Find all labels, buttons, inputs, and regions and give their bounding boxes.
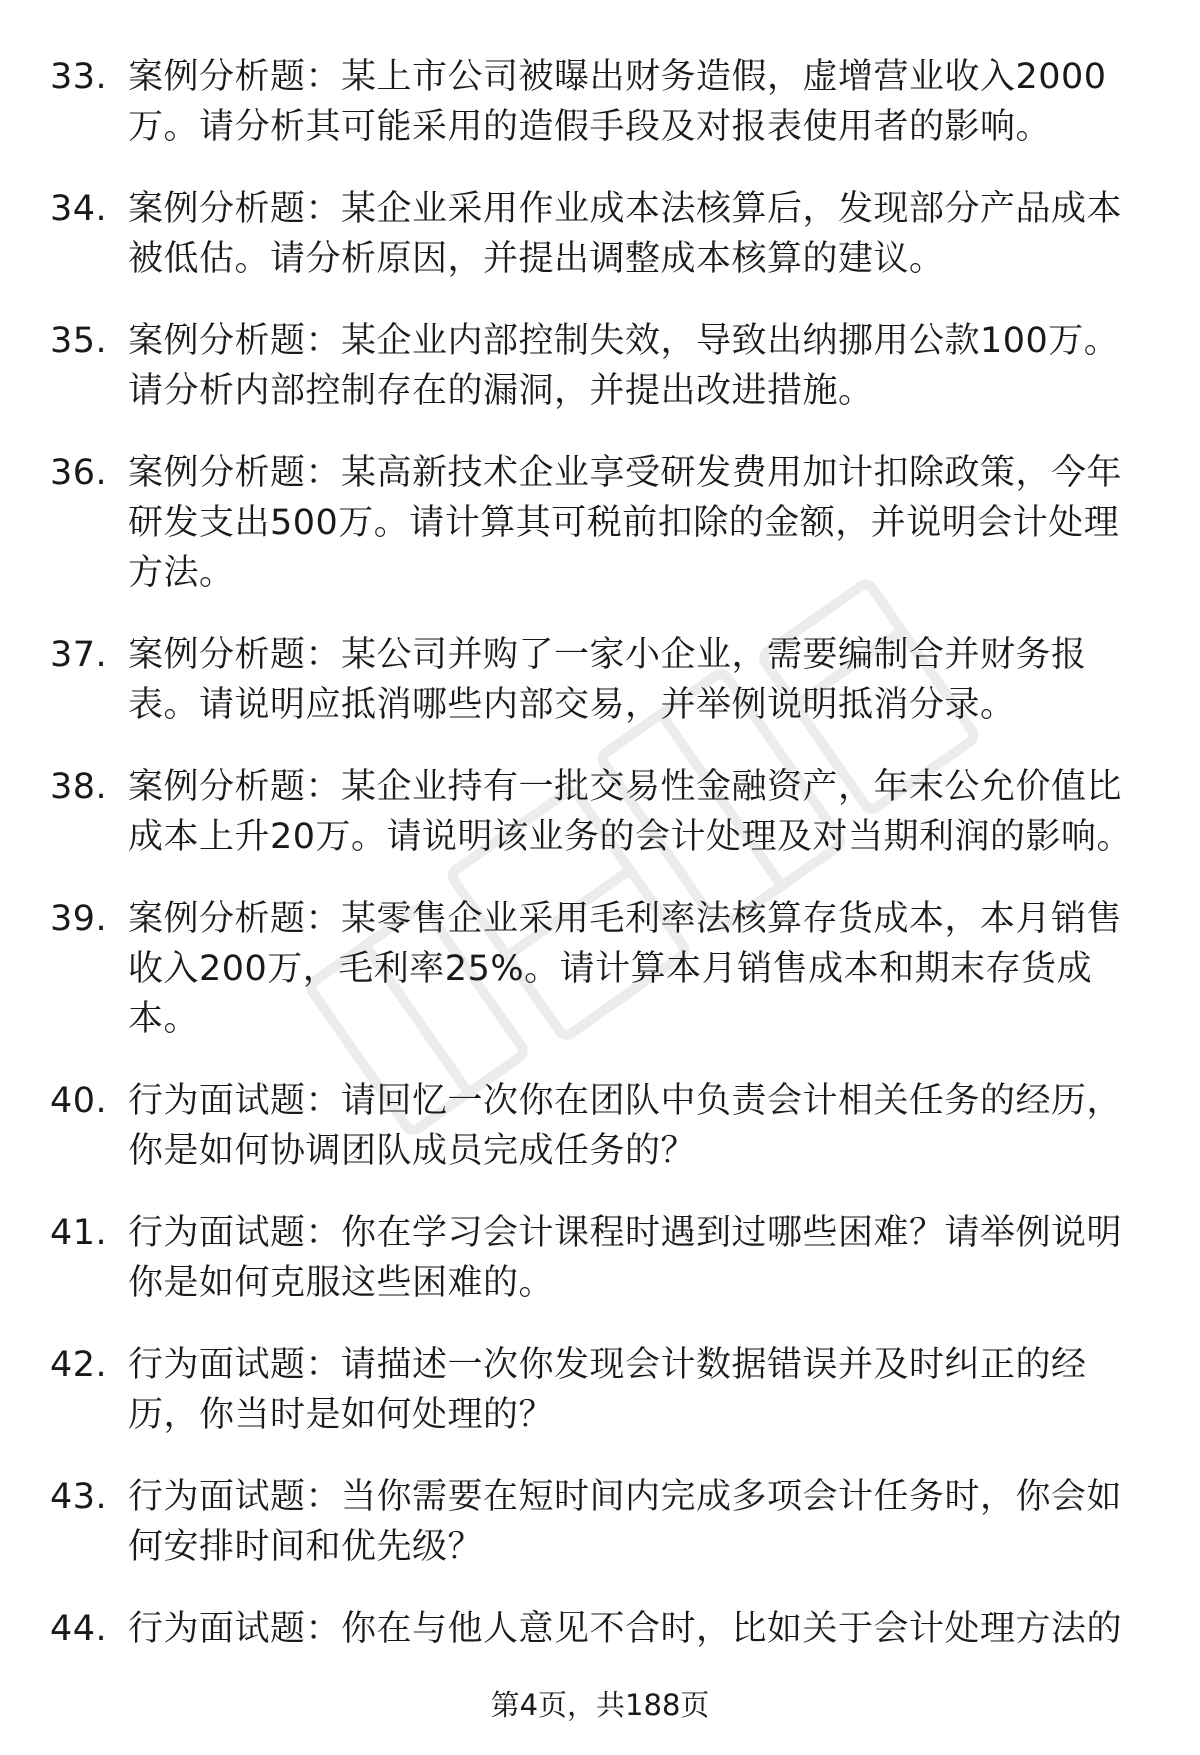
question-number: 42. <box>50 1345 108 1385</box>
question-text: 行为面试题：请描述一次你发现会计数据错误并及时纠正的经历，你当时是如何处理的？ <box>128 1345 1087 1435</box>
question-number: 40. <box>50 1081 108 1121</box>
question-number: 33. <box>50 57 108 97</box>
question-item <box>0 894 1200 1044</box>
question-list <box>0 52 1200 1686</box>
question-item <box>0 1340 1200 1440</box>
question-item <box>0 1604 1200 1654</box>
question-text: 案例分析题：某公司并购了一家小企业，需要编制合并财务报表。请说明应抵消哪些内部交易，并举例说明抵消分录。 <box>128 635 1087 725</box>
question-text: 案例分析题：某上市公司被曝出财务造假，虚增营业收入2000万。请分析其可能采用的造假手段及对报表使用者的影响。 <box>128 57 1107 147</box>
question-item <box>0 316 1200 416</box>
question-number: 34. <box>50 189 108 229</box>
question-item <box>0 52 1200 152</box>
question-text: 案例分析题：某零售企业采用毛利率法核算存货成本，本月销售收入200万，毛利率25%。请计算本月销售成本和期末存货成本。 <box>128 899 1123 1039</box>
page-indicator: 第4页，共188页 <box>490 1688 710 1722</box>
question-number: 39. <box>50 899 108 939</box>
question-item <box>0 630 1200 730</box>
question-item <box>0 448 1200 598</box>
question-item <box>0 1076 1200 1176</box>
question-text: 行为面试题：当你需要在短时间内完成多项会计任务时，你会如何安排时间和优先级？ <box>128 1477 1123 1567</box>
question-number: 41. <box>50 1213 108 1253</box>
question-item <box>0 762 1200 862</box>
question-text: 行为面试题：请回忆一次你在团队中负责会计相关任务的经历，你是如何协调团队成员完成任务的？ <box>128 1081 1123 1171</box>
page-footer <box>0 1685 1200 1725</box>
question-text: 行为面试题：你在与他人意见不合时，比如关于会计处理方法的 <box>128 1609 1123 1649</box>
question-text: 案例分析题：某企业采用作业成本法核算后，发现部分产品成本被低估。请分析原因，并提出调整成本核算的建议。 <box>128 189 1123 279</box>
question-number: 44. <box>50 1609 108 1649</box>
question-number: 35. <box>50 321 108 361</box>
question-item <box>0 1472 1200 1572</box>
question-text: 案例分析题：某企业持有一批交易性金融资产，年末公允价值比成本上升20万。请说明该业务的会计处理及对当期利润的影响。 <box>128 767 1133 857</box>
question-text: 案例分析题：某企业内部控制失效，导致出纳挪用公款100万。请分析内部控制存在的漏洞，并提出改进措施。 <box>128 321 1120 411</box>
question-number: 36. <box>50 453 108 493</box>
question-number: 43. <box>50 1477 108 1517</box>
question-text: 案例分析题：某高新技术企业享受研发费用加计扣除政策，今年研发支出500万。请计算其可税前扣除的金额，并说明会计处理方法。 <box>128 453 1123 593</box>
question-item <box>0 1208 1200 1308</box>
question-item <box>0 184 1200 284</box>
question-number: 38. <box>50 767 108 807</box>
question-number: 37. <box>50 635 108 675</box>
question-text: 行为面试题：你在学习会计课程时遇到过哪些困难？请举例说明你是如何克服这些困难的。 <box>128 1213 1123 1303</box>
